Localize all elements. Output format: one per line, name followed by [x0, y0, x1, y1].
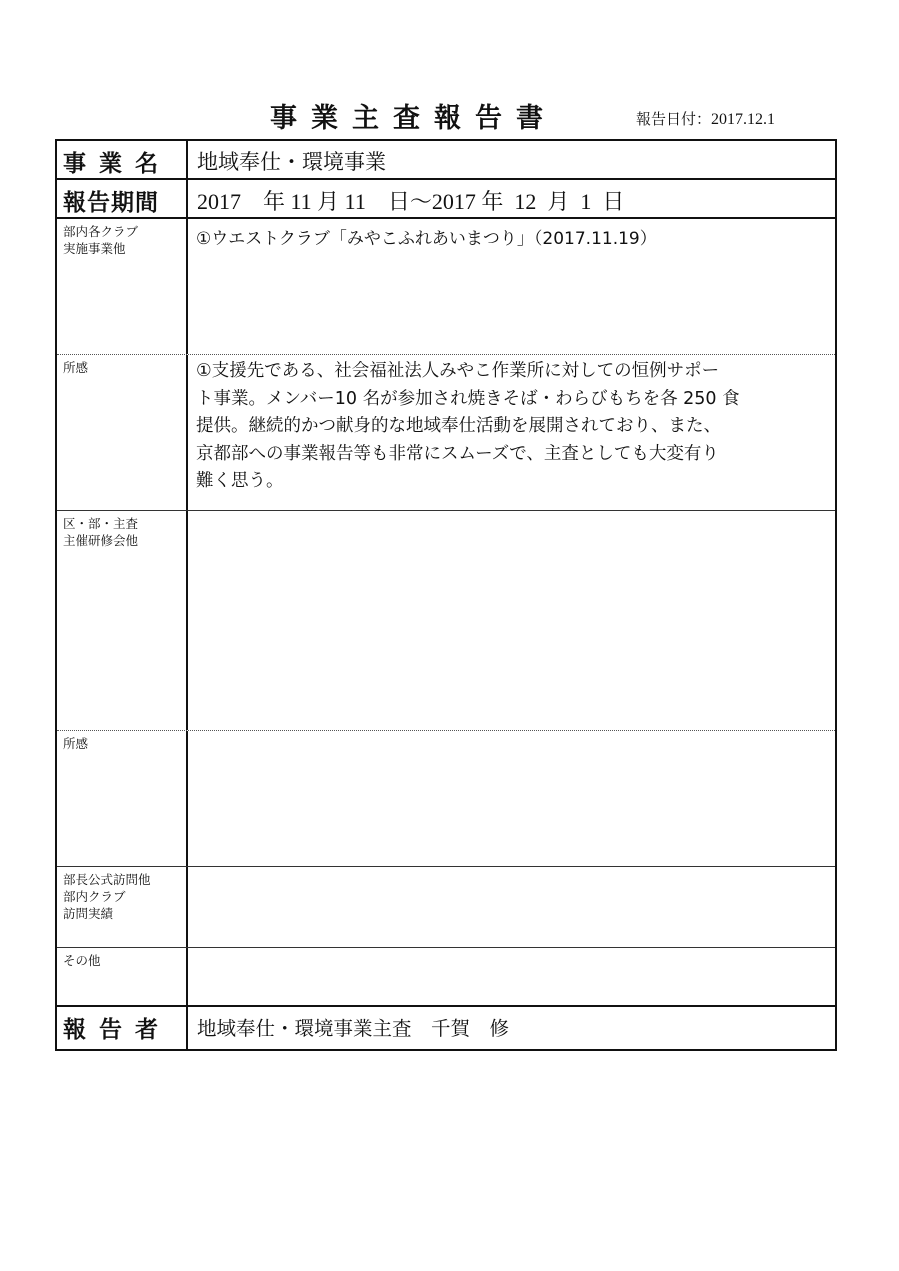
- document-title: 事業主査報告書: [270, 103, 557, 134]
- visits-label-line: 部内クラブ: [63, 889, 126, 904]
- reporter-label: 報告者: [57, 1007, 188, 1049]
- report-period-value: 2017 年 11 月 11 日～2017 年 12 月 1 日: [197, 189, 625, 214]
- row-reporter: [57, 1007, 835, 1049]
- row-district-activities: [57, 511, 835, 731]
- row-impressions-2: [57, 731, 835, 867]
- business-name-value: 地域奉仕・環境事業: [197, 150, 386, 174]
- district-activities-label-line: 主催研修会他: [63, 533, 139, 548]
- impression-line: ①支援先である、社会福祉法人みやこ作業所に対しての恒例サポー: [196, 361, 720, 381]
- club-activities-label-line: 実施事業他: [63, 241, 126, 256]
- impressions-2-value: [188, 731, 835, 866]
- report-date-value: 2017.12.1: [711, 111, 776, 128]
- report-form-table: [55, 139, 837, 1051]
- club-activities-value: ①ウエストクラブ「みやこふれあいまつり」（2017.11.19）: [196, 229, 657, 249]
- visits-value: [188, 867, 835, 947]
- district-activities-label-line: 区・部・主査: [63, 516, 139, 531]
- row-visits: [57, 867, 835, 948]
- report-date-label: 報告日付：: [636, 110, 712, 128]
- row-report-period: [57, 180, 835, 219]
- row-club-activities: [57, 219, 835, 355]
- club-activities-label-line: 部内各クラブ: [63, 224, 139, 239]
- row-business-name: [57, 141, 835, 180]
- row-other: [57, 948, 835, 1007]
- impression-line: 難く思う。: [196, 471, 284, 491]
- visits-label-line: 部長公式訪問他: [63, 872, 151, 887]
- impressions-2-label-text: 所感: [63, 736, 89, 751]
- reporter-value: 地域奉仕・環境事業主査 千賀 修: [197, 1017, 510, 1040]
- impressions-1-text: [188, 355, 835, 510]
- district-activities-label: [57, 511, 188, 730]
- visits-label-line: 訪問実績: [63, 906, 114, 921]
- club-activities-label: [57, 219, 188, 354]
- other-label-text: その他: [63, 953, 101, 968]
- business-name-label: 事業名: [57, 141, 188, 178]
- other-label: [57, 948, 188, 1005]
- report-date: [636, 108, 775, 129]
- impressions-1-label-text: 所感: [63, 360, 89, 375]
- impression-line: 京都部への事業報告等も非常にスムーズで、主査としても大変有り: [196, 443, 719, 464]
- other-value: [188, 948, 835, 1005]
- impression-line: 提供。継続的かつ献身的な地域奉仕活動を展開されており、また、: [196, 416, 721, 436]
- district-activities-value: [188, 511, 835, 730]
- report-period-label: 報告期間: [57, 180, 188, 217]
- impression-line: ト事業。メンバー10 名が参加され焼きそば・わらびもちを各 250 食: [196, 388, 740, 409]
- impressions-1-label: [57, 355, 188, 510]
- row-impressions-1: [57, 355, 835, 511]
- visits-label: [57, 867, 188, 947]
- impressions-2-label: [57, 731, 188, 866]
